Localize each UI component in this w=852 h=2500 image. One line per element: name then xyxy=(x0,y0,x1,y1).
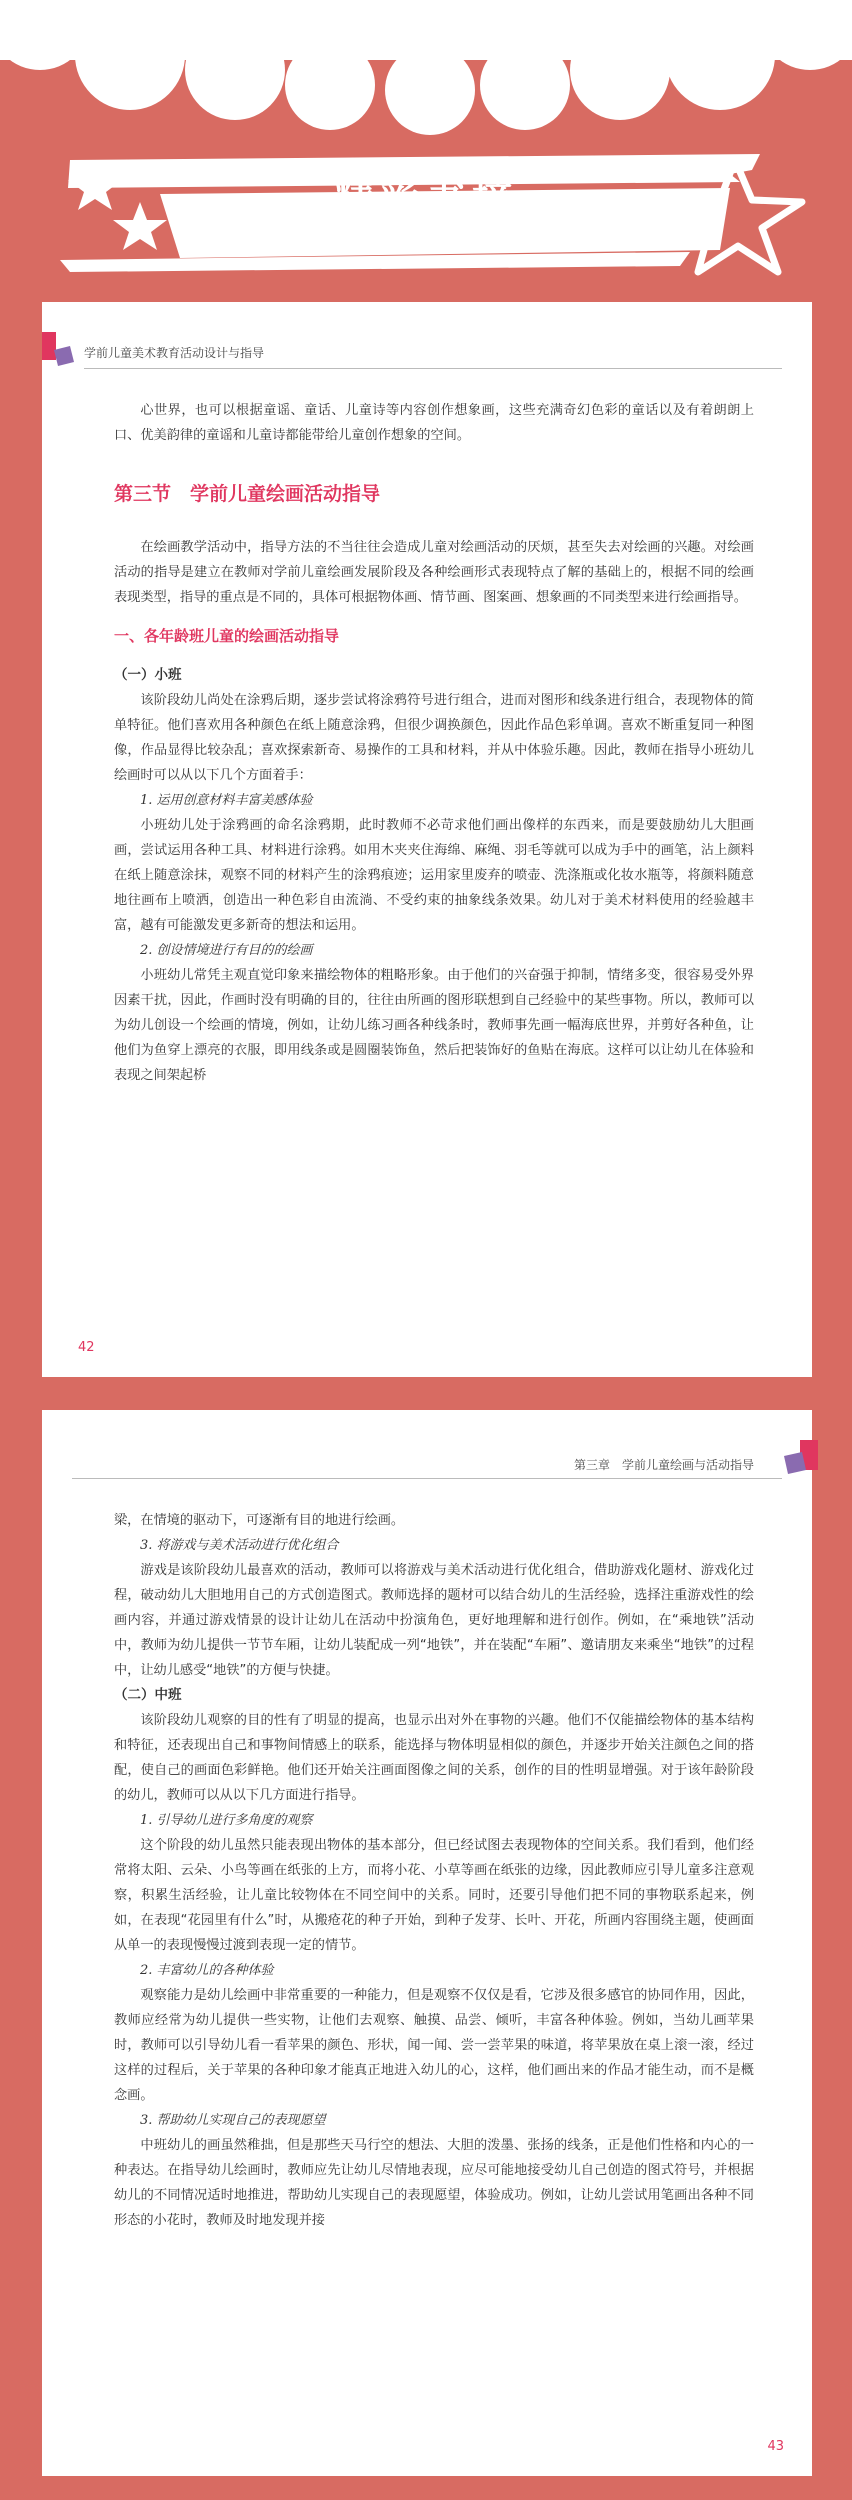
subheading: 3. 将游戏与美术活动进行优化组合 xyxy=(140,1538,339,1553)
page-body xyxy=(114,398,754,1088)
section-title: 第三节 学前儿童绘画活动指导 xyxy=(114,483,381,505)
paragraph: 在绘画教学活动中，指导方法的不当往往会造成儿童对绘画活动的厌烦，甚至失去对绘画的兴趣。对绘画活动的指导是建立在教师对学前儿童绘画发展阶段及各种绘画形式表现特点了解的基础上的，根据不同的绘画表现类型，指导的重点是不同的，具体可根据物体画、情节画、图案画、想象画的不同类型来进行绘画指导。 xyxy=(114,540,754,605)
paragraph: 该阶段幼儿观察的目的性有了明显的提高，也显示出对外在事物的兴趣。他们不仅能描绘物体的基本结构和特征，还表现出自己和事物间情感上的联系，能选择与物体明显相似的颜色，并逐步开始关注颜色之间的搭配，使自己的画面色彩鲜艳。他们还开始关注画面图像之间的关系，创作的目的性明显增强。对于该年龄阶段的幼儿，教师可以从以下几方面进行指导。 xyxy=(114,1713,754,1803)
page-number: 42 xyxy=(78,1340,95,1355)
subheading: 2. 创设情境进行有目的的绘画 xyxy=(140,943,313,958)
header-rule xyxy=(72,1478,782,1479)
subheading: 1. 引导幼儿进行多角度的观察 xyxy=(140,1813,313,1828)
paragraph: 游戏是该阶段幼儿最喜欢的活动，教师可以将游戏与美术活动进行优化组合，借助游戏化题材、游戏化过程，破动幼儿大胆地用自己的方式创造图式。教师选择的题材可以结合幼儿的生活经验，选择注重游戏性的绘画内容，并通过游戏情景的设计让幼儿在活动中扮演角色，更好地理解和进行创作。例如，在“乘地铁”活动中，教师为幼儿提供一节节车厢，让幼儿装配成一列“地铁”，并在装配“车厢”、邀请朋友来乘坐“地铁”的过程中，让幼儿感受“地铁”的方便与快捷。 xyxy=(114,1563,754,1678)
running-head: 学前儿童美术教育活动设计与指导 xyxy=(84,346,265,360)
corner-ribbon-decoration xyxy=(42,332,82,372)
subheading: （一）小班 xyxy=(114,667,182,683)
subheading: 2. 丰富幼儿的各种体验 xyxy=(140,1963,274,1978)
banner-title: 精彩书摘 xyxy=(334,177,518,223)
paragraph: 梁，在情境的驱动下，可逐渐有目的地进行绘画。 xyxy=(114,1513,405,1528)
subheading: 3. 帮助幼儿实现自己的表现愿望 xyxy=(140,2113,326,2128)
book-page-43 xyxy=(42,1410,812,2476)
book-page-42 xyxy=(42,302,812,1377)
paragraph: 小班幼儿处于涂鸦画的命名涂鸦期，此时教师不必苛求他们画出像样的东西来，而是要鼓励幼儿大胆画画，尝试运用各种工具、材料进行涂鸦。如用木夹夹住海绵、麻绳、羽毛等就可以成为手中的画笔，沾上颜料在纸上随意涂抹，观察不同的材料产生的涂鸦痕迹；运用家里废弃的喷壶、洗涤瓶或化妆水瓶等，将颜料随意地往画布上喷洒，创造出一种色彩自由流淌、不受约束的抽象线条效果。幼儿对于美术材料使用的经验越丰富，越有可能激发更多新奇的想法和运用。 xyxy=(114,818,754,933)
paragraph: 观察能力是幼儿绘画中非常重要的一种能力，但是观察不仅仅是看，它涉及很多感官的协同作用，因此，教师应经常为幼儿提供一些实物，让他们去观察、触摸、品尝、倾听，丰富各种体验。例如，当幼儿画苹果时，教师可以引导幼儿看一看苹果的颜色、形状，闻一闻、尝一尝苹果的味道，将苹果放在桌上滚一滚，经过这样的过程后，关于苹果的各种印象才能真正地进入幼儿的心，这样，他们画出来的作品才能生动，而不是概念画。 xyxy=(114,1988,754,2103)
paragraph: 这个阶段的幼儿虽然只能表现出物体的基本部分，但已经试图去表现物体的空间关系。我们看到，他们经常将太阳、云朵、小鸟等画在纸张的上方，而将小花、小草等画在纸张的边缘，因此教师应引导儿童多注意观察，积累生活经验，让儿童比较物体在不同空间中的关系。同时，还要引导他们把不同的事物联系起来，例如，在表现“花园里有什么”时，从搬疮花的种子开始，到种子发芽、长叶、开花，所画内容围绕主题，使画面从单一的表现慢慢过渡到表现一定的情节。 xyxy=(114,1838,754,1953)
heading: 一、各年龄班儿童的绘画活动指导 xyxy=(114,627,340,645)
running-head: 第三章 学前儿童绘画与活动指导 xyxy=(573,1458,754,1472)
page-body xyxy=(114,1508,754,2233)
header-rule xyxy=(84,368,782,369)
cloud-top-decoration xyxy=(0,0,852,140)
subheading: （二）中班 xyxy=(114,1687,182,1703)
paragraph: 小班幼儿常凭主观直觉印象来描绘物体的粗略形象。由于他们的兴奋强于抑制，情绪多变，很容易受外界因素干扰，因此，作画时没有明确的目的，往往由所画的图形联想到自己经验中的某些事物。所以，教师可以为幼儿创设一个绘画的情境，例如，让幼儿练习画各种线条时，教师事先画一幅海底世界，并剪好各种鱼，让他们为鱼穿上漂亮的衣服，即用线条或是圆圈装饰鱼，然后把装饰好的鱼贴在海底。这样可以让幼儿在体验和表现之间架起桥 xyxy=(114,968,754,1083)
paragraph: 中班幼儿的画虽然稚拙，但是那些天马行空的想法、大胆的泼墨、张扬的线条，正是他们性格和内心的一种表达。在指导幼儿绘画时，教师应先让幼儿尽情地表现，应尽可能地接受幼儿自己创造的图式符号，并根据幼儿的不同情况适时地推进，帮助幼儿实现自己的表现愿望，体验成功。例如，让幼儿尝试用笔画出各种不同形态的小花时，教师及时地发现并接 xyxy=(114,2138,754,2228)
paragraph: 心世界，也可以根据童谣、童话、儿童诗等内容创作想象画，这些充满奇幻色彩的童话以及有着朗朗上口、优美韵律的童谣和儿童诗都能带给儿童创作想象的空间。 xyxy=(114,403,754,443)
page-number: 43 xyxy=(767,2439,784,2454)
paragraph: 该阶段幼儿尚处在涂鸦后期，逐步尝试将涂鸦符号进行组合，进而对图形和线条进行组合，表现物体的简单特征。他们喜欢用各种颜色在纸上随意涂鸦，但很少调换颜色，因此作品色彩单调。喜欢不断重复同一种图像，作品显得比较杂乱；喜欢探索新奇、易操作的工具和材料，并从中体验乐趣。因此，教师在指导小班幼儿绘画时可以从以下几个方面着手： xyxy=(114,693,754,783)
subheading: 1. 运用创意材料丰富美感体验 xyxy=(140,793,313,808)
